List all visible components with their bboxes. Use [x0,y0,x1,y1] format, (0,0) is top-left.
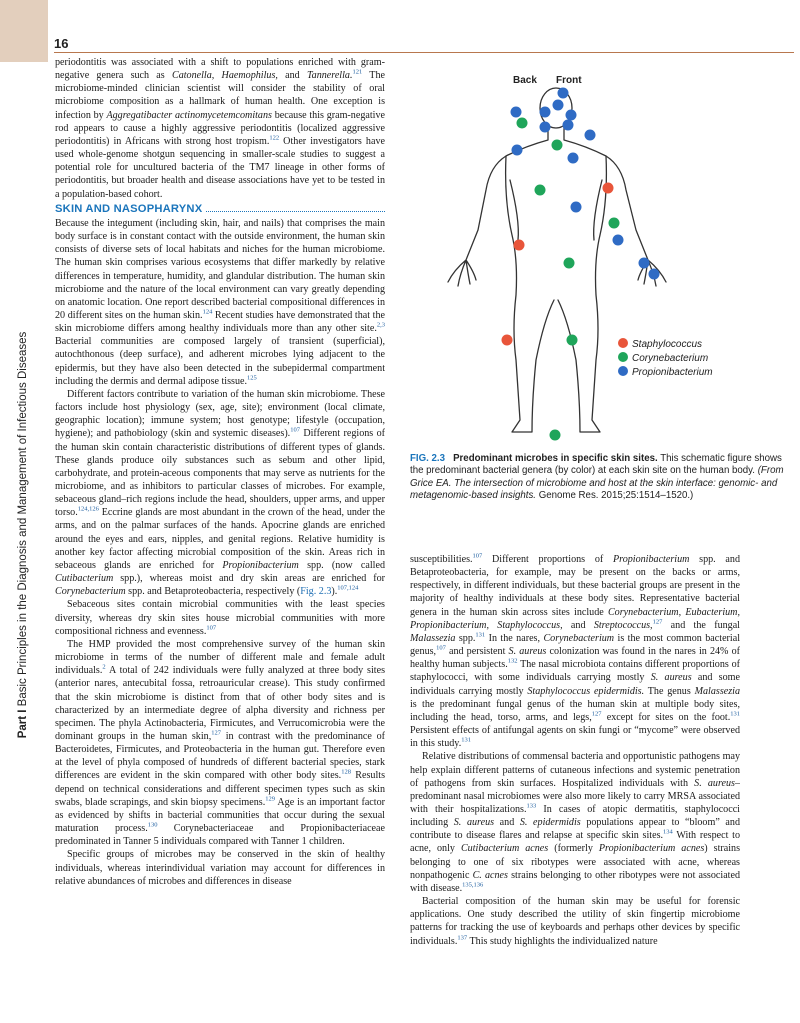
figure-2-3 [408,60,748,450]
legend-label: Staphylococcus [632,339,703,350]
reference-superscript[interactable]: 107 [290,427,300,435]
right-column [410,553,740,983]
reference-superscript[interactable]: 131 [730,710,740,718]
reference-superscript[interactable]: 131 [475,631,486,639]
italic-text: C. acnes [472,869,508,881]
reference-superscript[interactable]: 130 [147,821,158,829]
italic-text: Tannerella. [306,70,353,82]
italic-text: Corynebacterium [543,632,615,644]
microbe-dots [502,88,660,441]
caption-body: This schematic figure shows the predominant bacterial genera (by color) at each skin site on the human body. [410,453,782,477]
reference-superscript[interactable]: 2 [102,663,106,671]
dot [502,335,513,346]
italic-text: Malassezia [410,632,456,644]
reference-superscript[interactable]: 107,124 [337,584,359,592]
reference-superscript[interactable]: 134 [663,828,673,836]
reference-superscript[interactable]: 132 [507,657,518,665]
italic-text: Streptococcus, [593,619,653,631]
dot [585,130,596,141]
reference-superscript[interactable]: 107 [206,624,217,632]
paragraph: Bacterial composition of the human skin may be useful for forensic applications. One study described the utility of skin fingertip microbiome patterns for tracking the use of keyboards and perhaps other devices by specific individuals.$^{137}$ This study highlights the individualized nature [410,896,740,947]
dot [566,110,577,121]
reference-superscript[interactable]: 137 [457,934,468,942]
dot [568,153,579,164]
dot [567,335,578,346]
body-diagram [408,60,748,450]
dot [535,185,546,196]
dot [511,107,522,118]
section-heading-text: SKIN AND NASOPHARYNX [55,202,203,215]
reference-superscript[interactable]: 107 [436,644,446,652]
dot [571,202,582,213]
dot [613,235,624,246]
reference-superscript[interactable]: 128 [341,769,351,777]
header-rule [54,52,794,53]
dot [609,218,620,229]
paragraph: periodontitis was associated with a shift to populations enriched with gram-negative genera such as Catonella, Haemophilus, and Tannerella.$^{121}$ The microbiome-minded clinician scientist will consider the stability of oral microbiome composition as a hallmark of human health. One exception is infection by Aggregatibacter actinomycetemcomitans because this gram-negative rod appears to cause a highly aggressive periodontitis (localized aggressive periodontitis) in Africans with strong host tropism.$^{122}$ Other investigators have used whole-genome shotgun sequencing in smaller-scale studies to suggest a potential role for uncultured bacteria of the TM7 lineage in other forms of periodontitis, but broader health and disease associations have yet to be tested in a population-based cohort. [55,57,385,200]
running-head [8,95,38,975]
legend-swatch [618,366,628,376]
legend [618,338,713,378]
left-column [55,56,385,976]
italic-text: Staphylococcus epidermidis. [527,685,645,697]
italic-text: Aggregatibacter actinomycetemcomitans [106,109,272,121]
page-number: 16 [54,36,69,51]
section-heading [55,203,385,216]
paragraph: The HMP provided the most comprehensive survey of the human skin microbiome in terms of the number of different male and female adult individuals.$^2$ A total of 242 individuals were fully analyzed at three body sites (anterior nares, antecubital fossa, retroauricular crease). This study confirmed that the skin microbiome is distinct from that of other body sites and is characterized by an intermediate degree of alpha diversity and richness per specimen. The phyla Actinobacteria, Firmicutes, and Verrucomicrobia were the dominant groups in the human skin,$^{127}$ in contrast with the predominance of Bacteroidetes, Firmicutes, and Proteobacteria in the human gut. Therefore even at the level of phyla composed of hundreds of different bacterial species, stark differences are evident in the skin compared with other body sites.$^{128}$ Results depend on technical considerations and different specimen types such as skin swabs, blade scrapings, and skin biopsy specimens.$^{129}$ Age is an important factor as evidenced by shifts in bacterial communities that occur during the sexual maturation process.$^{130}$ Corynebacteriaceae and Propionibacteriaceae predominated in Tanner 5 individuals compared with Tanner 1 children. [55,638,385,848]
caption-title: Predominant microbes in specific skin sites. [453,453,658,464]
reference-superscript[interactable]: 127 [591,710,602,718]
label-back: Back [513,75,537,86]
italic-text: Cutibacterium [55,573,114,585]
italic-text: Propionibacterium [222,559,299,571]
dot [639,258,650,269]
dot [564,258,575,269]
dot [649,269,660,280]
dot [540,122,551,133]
dot [558,88,569,99]
dot [603,183,614,194]
italic-text: S. aureus [650,672,692,684]
paragraph: Sebaceous sites contain microbial communities with the least species diversity, whereas dry skin sites house microbial communities with more compositional richness and evenness.$^{107}$ [55,599,385,637]
legend-swatch [618,338,628,348]
caption-source: (From Grice EA. The intersection of microbiome and host at the skin interface: genomic- and metagenomic-based insights. [410,465,784,501]
dot [552,140,563,151]
reference-superscript[interactable]: 133 [526,802,537,810]
legend-label: Corynebacterium [632,353,709,364]
italic-text: S. aureus [508,646,547,658]
italic-text: Corynebacterium [55,586,126,598]
running-head-title: Basic Principles in the Diagnosis and Management of Infectious Diseases [17,331,29,707]
caption-number: FIG. 2.3 [410,453,445,464]
reference-superscript[interactable]: 124 [202,308,213,316]
paragraph: Different factors contribute to variation of the human skin microbiome. These factors include host physiology (sex, age, site); environment (local climate, geographic location); immune system; host genotype; lifestyle (occupation, hygiene); and pathobiology (skin and systemic diseases).$^{107}$ Different regions of the human skin contain characteristic distributions of different types of glands. These glands produce oily substances such as sebum and other lipid, carbohydrate, and protein-aceous components that may serve as nutrients for the microbiome, and as inhibitors to particular classes of microbes. For example, sebaceous gland–rich regions include the head, shoulders, upper arms, and upper torso.$^{124,126}$ Eccrine glands are most abundant in the crown of the head, under the arms, and on the palmar surfaces of the hands. Apocrine glands are enriched around the eyes and ears, nipples, and genital regions. Relative humidity is another key factor affecting microbial composition of the skin. Areas rich in sebaceous glands are enriched for Propionibacterium spp. (now called Cutibacterium spp.), whereas moist and dry skin areas are enriched for Corynebacterium spp. and Betaproteobacteria, respectively (Fig. 2.3).$^{107,124}$ [55,388,385,598]
italic-text: Corynebacterium, Eubacterium, Propionibacterium, Staphylococcus, [410,606,740,631]
dot [563,120,574,131]
legend-swatch [618,352,628,362]
italic-text: Malassezia [694,685,740,697]
italic-text: S. aureus [453,817,495,829]
italic-text: Cutibacterium acnes [460,843,549,855]
section-heading-rule [206,211,385,212]
figure-crossref-link[interactable]: Fig. 2.3 [300,586,332,598]
corner-tab [0,0,48,62]
reference-superscript[interactable]: 135,136 [462,881,484,889]
figure-caption [410,453,795,502]
reference-superscript[interactable]: 127 [652,618,663,626]
reference-superscript[interactable]: 107 [472,553,483,560]
paragraph: Specific groups of microbes may be conserved in the skin of healthy individuals, whereas interindividual variation may account for differences in relative abundances of microbes and differences in disease [55,849,385,887]
reference-superscript[interactable]: 124,126 [77,505,99,513]
reference-superscript[interactable]: 2,3 [376,321,385,329]
caption-journal: Genome Res. 2015;25:1514–1520.) [536,489,694,501]
dot [540,107,551,118]
italic-text: Catonella, Haemophilus, [171,70,278,82]
italic-text: Propionibacterium [612,554,690,565]
dot [553,100,564,111]
label-front: Front [556,75,582,86]
dot [550,430,561,441]
paragraph: susceptibilities.$^{107}$ Different proportions of Propionibacterium spp. and Betaproteobacteria, for example, may be present on the backs or arms, respectively, in different individuals, but these bacterial groups are present in the majority of healthy individuals at these body sites. Representative bacterial genera in the human skin across sites include Corynebacterium, Eubacterium, Propionibacterium, Staphylococcus, and Streptococcus,$^{127}$ and the fungal Malassezia spp.$^{131}$ In the nares, Corynebacterium is the most common bacterial genus,$^{107}$ and persistent S. aureus colonization was found in the nares in 24% of healthy human subjects.$^{132}$ The nasal microbiota contains different proportions of staphylococci, with some individuals carrying mostly S. aureus and some individuals carrying mostly Staphylococcus epidermidis. The genus Malassezia is the predominant fungal genus of the human skin at multiple body sites, including the head, torso, arms, and legs,$^{127}$ except for sites on the foot.$^{131}$ Persistent effects of antifungal agents on skin fungi or “mycome” were observed in this study.$^{131}$ [410,553,740,750]
reference-superscript[interactable]: 129 [265,795,275,803]
italic-text: Propionibacterium acnes [598,843,705,855]
dot [514,240,525,251]
reference-superscript[interactable]: 122 [269,134,280,142]
reference-superscript[interactable]: 127 [211,729,221,737]
running-head-part: Part I [17,709,29,739]
reference-superscript[interactable]: 121 [352,68,363,76]
italic-text: S. epidermidis [519,817,581,829]
legend-label: Propionibacterium [632,367,713,378]
dot [512,145,523,156]
paragraph: Because the integument (including skin, hair, and nails) that comprises the main body surface is in constant contact with the outside environment, the human skin consists of diverse sets of local habitats and niches for the human microbiome. The human skin comprises various ecosystems that differ markedly by relative differences in temperature, humidity, and glandular distribution. The human skin microbiome and the nature of the local environment can vary greatly depending on anatomic location. One report described bacterial compositional differences in 20 different sites on the human skin.$^{124}$ Recent studies have demonstrated that the skin microbiome differs among healthy individuals more than any other site.$^{2,3}$ Bacterial communities are composed largely of transient (superficial), autochthonous (deep surface), and adherent microbes lying adjacent to the epidermis, but they have also been detected in the subepidermal compartment including the dermis and dermal adipose tissue.$^{125}$ [55,217,385,387]
paragraph: Relative distributions of commensal bacteria and opportunistic pathogens may help explain different patterns of cutaneous infections and systemic penetration of pathogens from skin surfaces. Hospitalized individuals with S. aureus–predominant nasal microbiomes were also more likely to carry MRSA associated with their hospitalizations.$^{133}$ In cases of atopic dermatitis, staphylococci including S. aureus and S. epidermidis populations appear to “bloom” and contribute to disease flares and relapse at specific skin sites.$^{134}$ With respect to acne, only Cutibacterium acnes (formerly Propionibacterium acnes) strains belonging to one of six ribotypes were associated with acne, whereas nonpathogenic C. acnes strains belonging to other ribotypes were not associated with disease.$^{135,136}$ [410,751,740,894]
reference-superscript[interactable]: 131 [461,736,471,744]
dot [517,118,528,129]
reference-superscript[interactable]: 125 [247,374,257,382]
italic-text: S. aureus [694,777,735,789]
